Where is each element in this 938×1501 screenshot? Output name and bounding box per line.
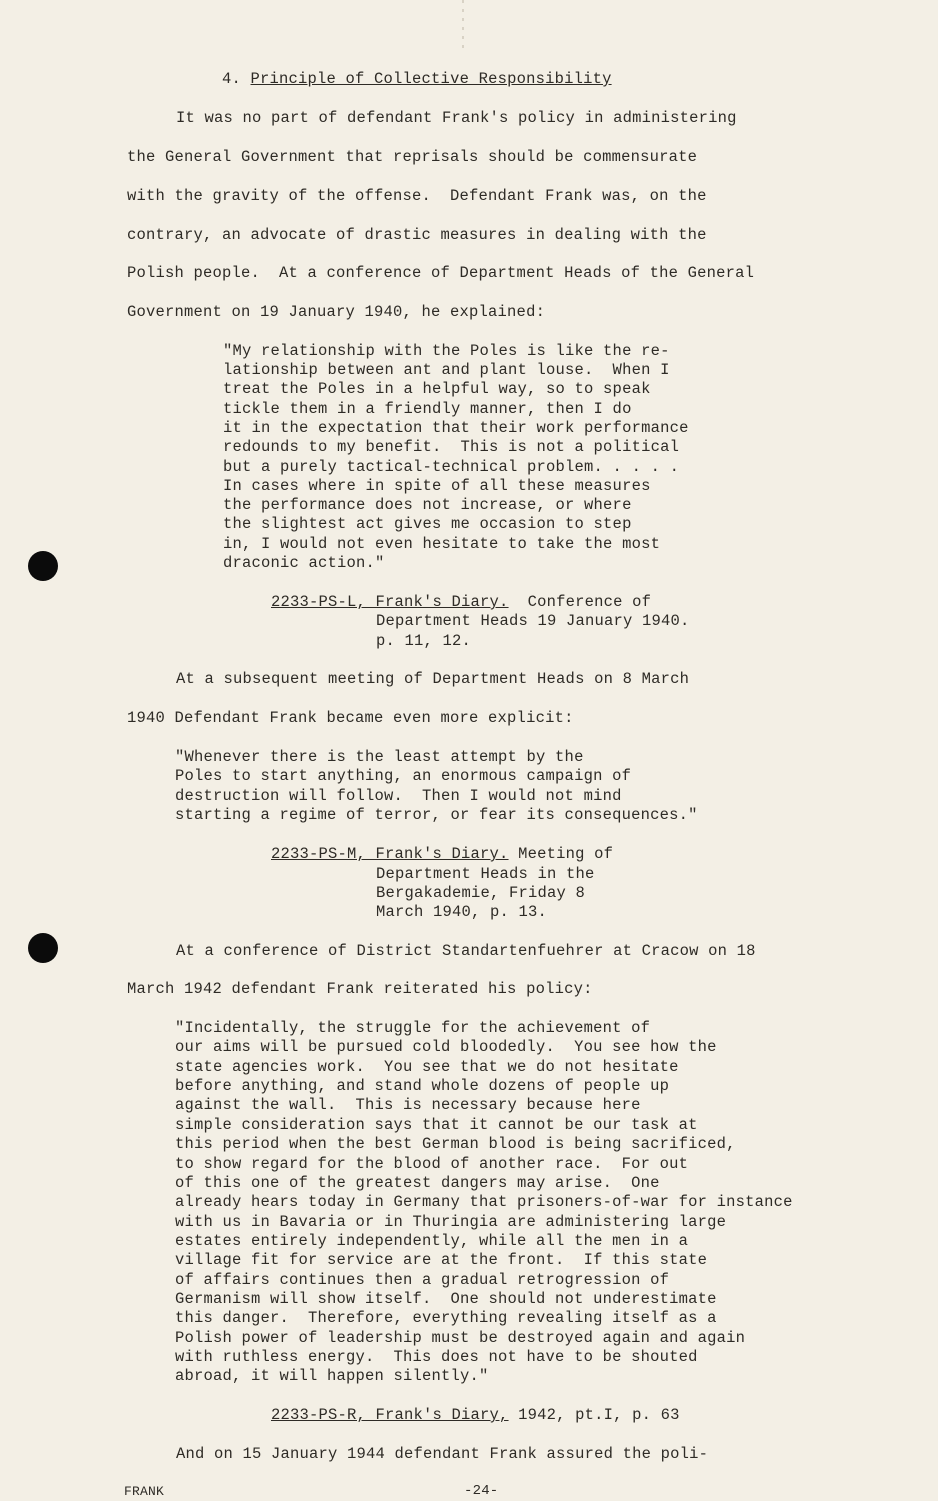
quote-line: village fit for service are at the front. If this state [175,1251,708,1269]
quote-line: tickle them in a friendly manner, then I do [223,400,632,418]
page-number: -24- [464,1483,499,1499]
section-title: Principle of Collective Responsibility [250,70,612,88]
citation-line: Department Heads in the [376,865,595,883]
citation [271,1406,680,1425]
quote-line: this period when the best German blood is being sacrificed, [175,1135,736,1153]
citation-line: Bergakademie, Friday 8 [376,884,586,902]
citation [271,845,613,864]
body-line: March 1942 defendant Frank reiterated his policy: [127,980,593,998]
body-line: At a conference of District Standartenfuehrer at Cracow on 18 [176,942,756,960]
citation-line: Department Heads 19 January 1940. [376,612,690,630]
quote-line: "Incidentally, the struggle for the achievement of [175,1019,651,1037]
quote-line: of this one of the greatest dangers may arise. One [175,1174,660,1192]
quote-line: of affairs continues then a gradual retrogression of [175,1271,670,1289]
citation-line: p. 11, 12. [376,632,472,650]
citation-line: March 1940, p. 13. [376,903,548,921]
quote-line: Poles to start anything, an enormous campaign of [175,767,632,785]
quote-line: treat the Poles in a helpful way, so to speak [223,380,651,398]
scan-marks [462,0,464,50]
quote-line: the performance does not increase, or where [223,496,632,514]
quote-line: simple consideration says that it cannot be our task at [175,1116,698,1134]
citation-text: 1942, pt.I, p. 63 [518,1406,680,1424]
citation-ref: 2233-PS-M, Frank's Diary. [271,845,509,863]
quote-line: starting a regime of terror, or fear its consequences." [175,806,698,824]
quote-line: "Whenever there is the least attempt by the [175,748,584,766]
quote-line: the slightest act gives me occasion to step [223,515,632,533]
citation-ref: 2233-PS-L, Frank's Diary. [271,593,509,611]
quote-line: lationship between ant and plant louse. When I [223,361,670,379]
quote-line: draconic action." [223,554,385,572]
section-heading [222,70,612,89]
quote-line: Polish power of leadership must be destroyed again and again [175,1329,746,1347]
section-number: 4. [222,70,242,88]
body-line: with the gravity of the offense. Defendant Frank was, on the [127,187,707,205]
quote-line: it in the expectation that their work performance [223,419,689,437]
body-line: contrary, an advocate of drastic measures in dealing with the [127,226,707,244]
quote-line: "My relationship with the Poles is like the re- [223,342,670,360]
citation-text: Meeting of [518,845,614,863]
quote-line: to show regard for the blood of another race. For out [175,1155,689,1173]
citation-ref: 2233-PS-R, Frank's Diary, [271,1406,509,1424]
quote-line: redounds to my benefit. This is not a political [223,438,680,456]
body-line: It was no part of defendant Frank's policy in administering [176,109,737,127]
footer-label: FRANK [124,1484,165,1499]
body-line: And on 15 January 1944 defendant Frank assured the poli- [176,1445,709,1463]
quote-line: with us in Bavaria or in Thuringia are administering large [175,1213,727,1231]
quote-line: state agencies work. You see that we do not hesitate [175,1058,679,1076]
body-line: Polish people. At a conference of Department Heads of the General [127,264,755,282]
body-line: the General Government that reprisals should be commensurate [127,148,698,166]
quote-line: but a purely tactical-technical problem. . . . . [223,458,680,476]
quote-line: against the wall. This is necessary because here [175,1096,641,1114]
quote-line: estates entirely independently, while all the men in a [175,1232,689,1250]
quote-line: this danger. Therefore, everything revealing itself as a [175,1309,717,1327]
quote-line: already hears today in Germany that prisoners-of-war for instance [175,1193,793,1211]
body-line: 1940 Defendant Frank became even more explicit: [127,709,574,727]
quote-line: our aims will be pursued cold bloodedly. You see how the [175,1038,717,1056]
punch-hole-2 [28,933,58,963]
citation [271,593,651,612]
body-line: Government on 19 January 1940, he explained: [127,303,546,321]
body-line: At a subsequent meeting of Department Heads on 8 March [176,670,690,688]
quote-line: In cases where in spite of all these measures [223,477,651,495]
quote-line: Germanism will show itself. One should not underestimate [175,1290,717,1308]
quote-line: before anything, and stand whole dozens of people up [175,1077,670,1095]
quote-line: destruction will follow. Then I would not mind [175,787,622,805]
punch-hole-1 [28,551,58,581]
quote-line: in, I would not even hesitate to take the most [223,535,661,553]
citation-text: Conference of [527,593,652,611]
quote-line: abroad, it will happen silently." [175,1367,489,1385]
quote-line: with ruthless energy. This does not have to be shouted [175,1348,698,1366]
